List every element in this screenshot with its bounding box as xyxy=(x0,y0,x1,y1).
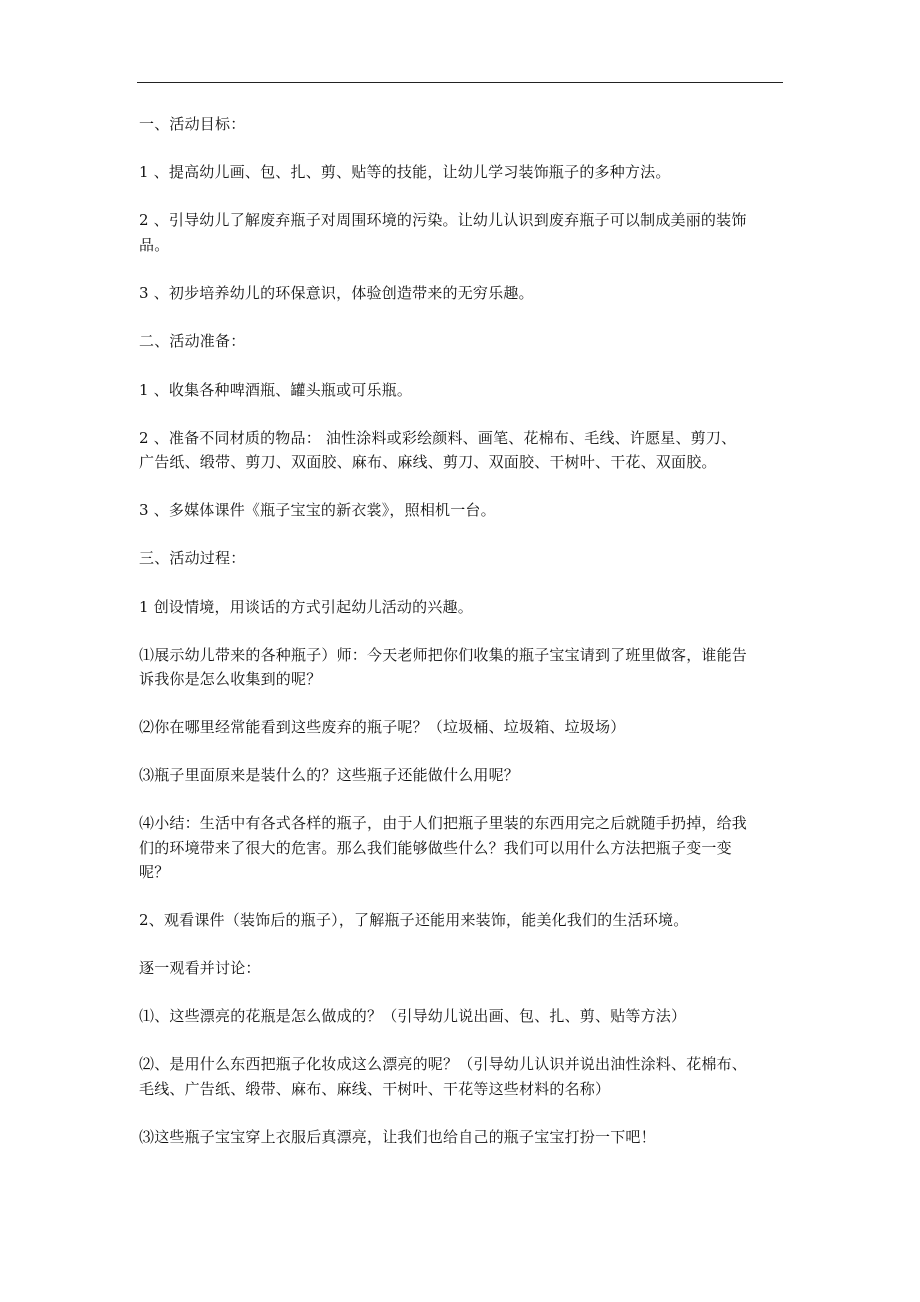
paragraph-line: ⑷小结：生活中有各式各样的瓶子，由于人们把瓶子里装的东西用完之后就随手扔掉，给我 xyxy=(139,814,748,832)
paragraph-line: 2 、准备不同材质的物品： 油性涂料或彩绘颜料、画笔、花棉布、毛线、许愿星、剪刀、 xyxy=(139,429,737,447)
heading-process: 三、活动过程： xyxy=(139,549,246,567)
paragraph-line: 逐一观看并讨论： xyxy=(139,959,261,977)
paragraph-line: 毛线、广告纸、缎带、麻布、麻线、干树叶、干花等这些材料的名称） xyxy=(139,1080,611,1098)
header-rule xyxy=(137,82,783,83)
paragraph-line: 1 、收集各种啤酒瓶、罐头瓶或可乐瓶。 xyxy=(139,381,413,399)
paragraph-line: 3 、多媒体课件《瓶子宝宝的新衣裳》，照相机一台。 xyxy=(139,501,496,519)
paragraph-line: ⑶瓶子里面原来是装什么的？这些瓶子还能做什么用呢？ xyxy=(139,766,520,784)
paragraph-line: 3 、初步培养幼儿的环保意识，体验创造带来的无穷乐趣。 xyxy=(139,284,534,302)
heading-preparation: 二、活动准备： xyxy=(139,332,246,350)
paragraph-line: ⑵你在哪里经常能看到这些废弃的瓶子呢？（垃圾桶、垃圾箱、垃圾场） xyxy=(139,718,626,736)
paragraph-line: 2 、引导幼儿了解废弃瓶子对周围环境的污染。让幼儿认识到废弃瓶子可以制成美丽的装饰 xyxy=(139,211,747,229)
paragraph-line: 1 创设情境，用谈话的方式引起幼儿活动的兴趣。 xyxy=(139,598,473,616)
paragraph-line: ⑴、这些漂亮的花瓶是怎么做成的？（引导幼儿说出画、包、扎、剪、贴等方法） xyxy=(139,1007,687,1025)
paragraph-line: 2、观看课件（装饰后的瓶子），了解瓶子还能用来装饰，能美化我们的生活环境。 xyxy=(139,911,689,929)
paragraph-line: ⑵、是用什么东西把瓶子化妆成这么漂亮的呢？（引导幼儿认识并说出油性涂料、花棉布、 xyxy=(139,1055,748,1073)
paragraph-line: ⑴展示幼儿带来的各种瓶子）师：今天老师把你们收集的瓶子宝宝请到了班里做客，谁能告 xyxy=(139,646,748,664)
paragraph-line: 广告纸、缎带、剪刀、双面胶、麻布、麻线、剪刀、双面胶、干树叶、干花、双面胶。 xyxy=(139,453,717,471)
paragraph-line: 们的环境带来了很大的危害。那么我们能够做些什么？我们可以用什么方法把瓶子变一变 xyxy=(139,839,732,857)
paragraph-line: 品。 xyxy=(139,236,170,254)
paragraph-line: ⑶这些瓶子宝宝穿上衣服后真漂亮，让我们也给自己的瓶子宝宝打扮一下吧！ xyxy=(139,1128,656,1146)
paragraph-line: 诉我你是怎么收集到的呢？ xyxy=(139,670,322,688)
heading-goals: 一、活动目标： xyxy=(139,115,246,133)
paragraph-line: 1 、提高幼儿画、包、扎、剪、贴等的技能，让幼儿学习装饰瓶子的多种方法。 xyxy=(139,163,671,181)
paragraph-line: 呢？ xyxy=(139,863,170,881)
